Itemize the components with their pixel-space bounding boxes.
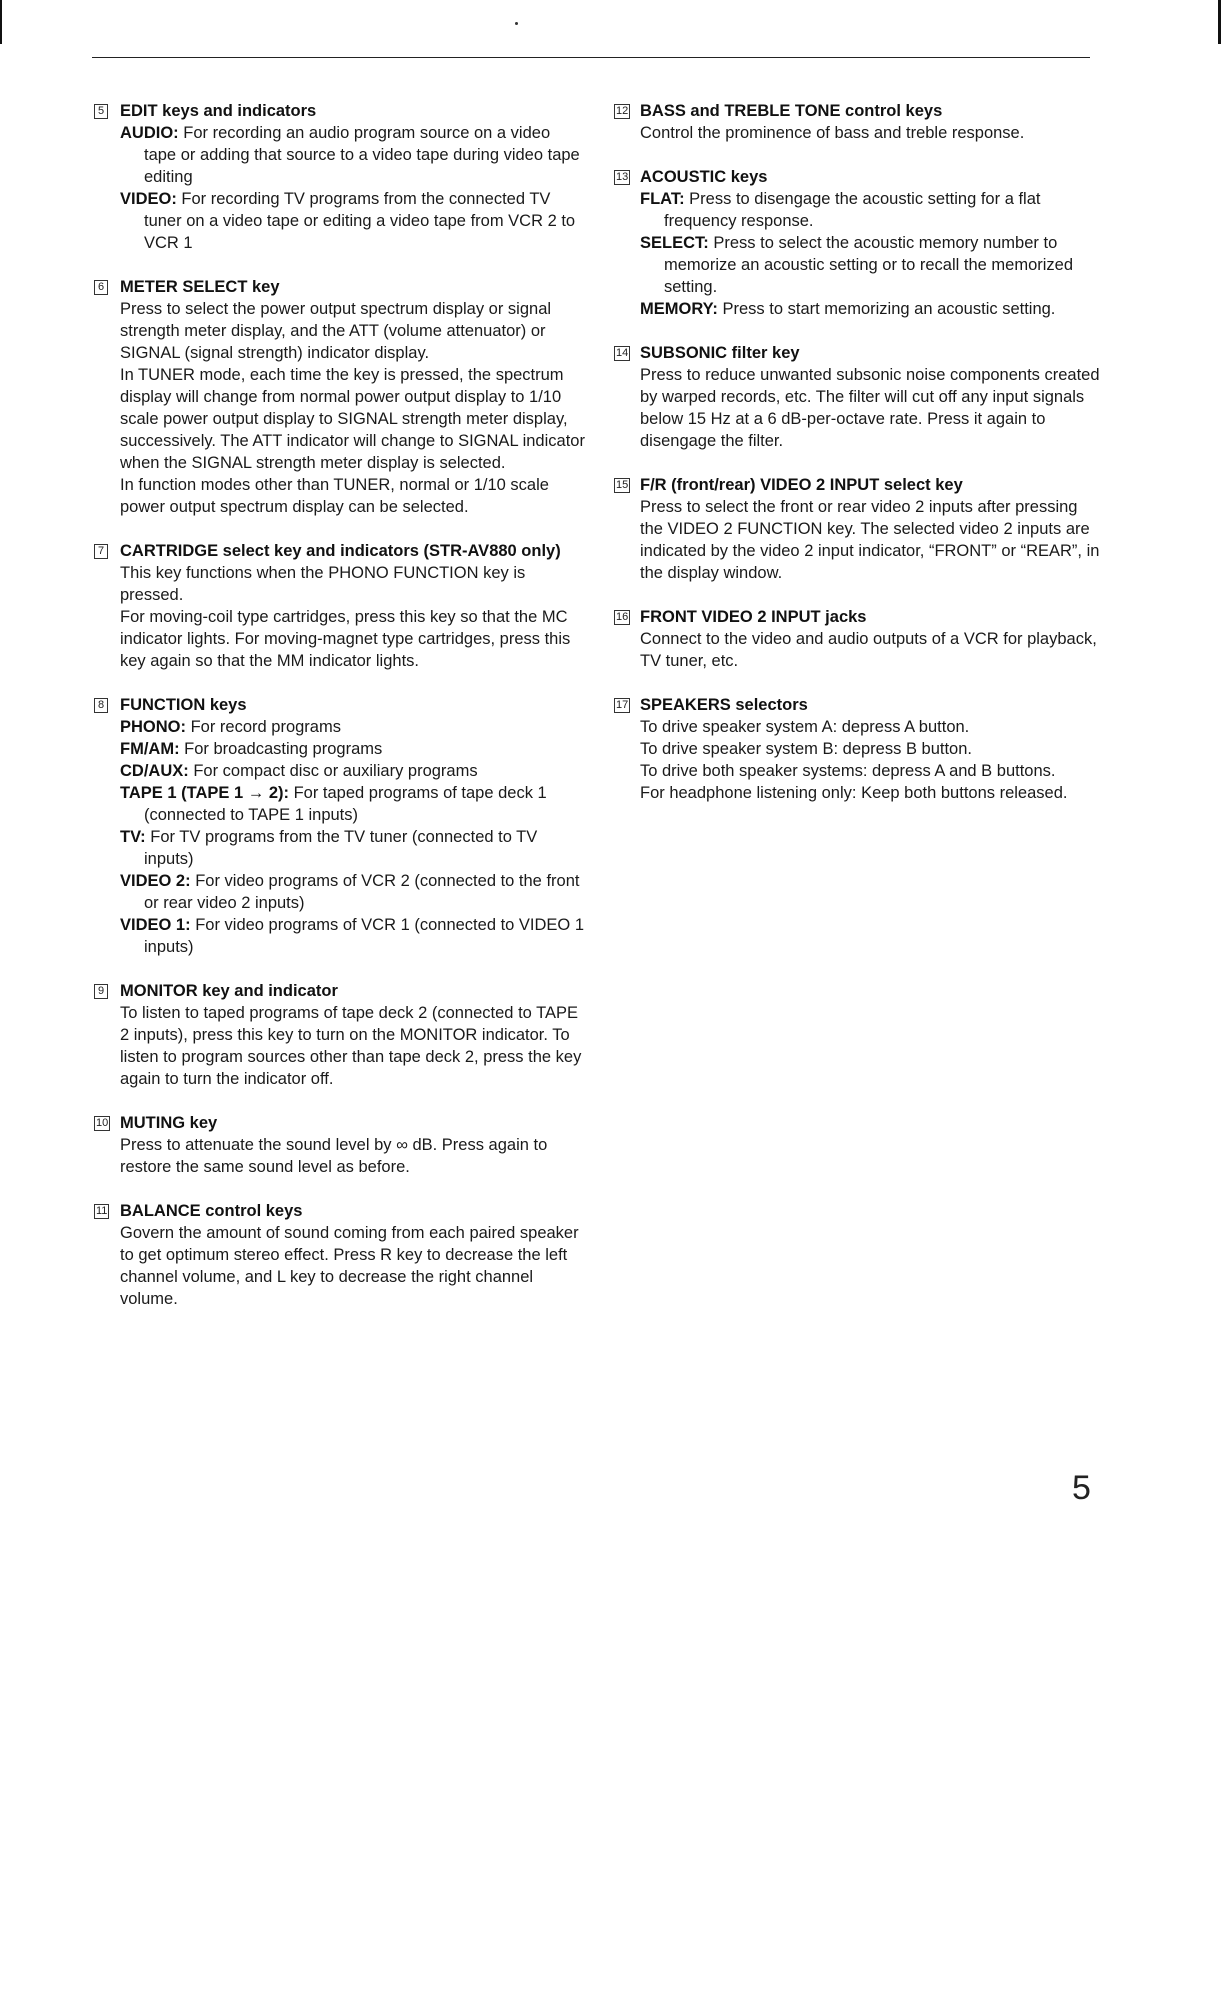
definition-item: [120, 826, 586, 870]
definition-item: [640, 298, 1100, 320]
section-11: [94, 1200, 586, 1310]
definition-text: Press to disengage the acoustic setting for a flat frequency response.: [664, 190, 1041, 230]
definition-text: For record programs: [186, 718, 341, 736]
page-number: 5: [1072, 1469, 1091, 1507]
section-7: [94, 540, 586, 672]
section-title: SPEAKERS selectors: [640, 696, 808, 714]
definition-item: [120, 782, 586, 826]
section-title: CARTRIDGE select key and indicators (STR-AV880 only): [120, 542, 561, 560]
section-paragraph: For moving-coil type cartridges, press this key so that the MC indicator lights. For moving-magnet type cartridges, press this key again so that the MM indicator lights.: [120, 608, 571, 670]
definition-label: VIDEO:: [120, 190, 177, 208]
section-paragraph: Press to select the front or rear video 2 inputs after pressing the VIDEO 2 FUNCTION key. The selected video 2 inputs are indicated by the video 2 input indicator, “FRONT” or “REAR”, in the display window.: [640, 498, 1100, 582]
section-number-badge: 6: [94, 280, 108, 295]
definition-text: Press to select the acoustic memory number to memorize an acoustic setting or to recall the memorized setting.: [664, 234, 1074, 296]
definition-text: For video programs of VCR 2 (connected to the front or rear video 2 inputs): [144, 872, 580, 912]
definition-item: [640, 782, 1100, 804]
section-number-badge: 12: [616, 105, 629, 117]
section-number-badge: 15: [616, 479, 629, 491]
section-number-badge: 11: [96, 1205, 108, 1217]
definition-text: For TV programs from the TV tuner (connected to TV inputs): [144, 828, 538, 868]
section-number-badge: 17: [616, 699, 629, 711]
definition-item: [640, 716, 1100, 738]
section-title: F/R (front/rear) VIDEO 2 INPUT select key: [640, 476, 963, 494]
right-column: [614, 100, 1100, 826]
definition-item: [120, 914, 586, 958]
section-paragraph: Press to select the power output spectrum display or signal strength meter display, and the ATT (volume attenuator) or SIGNAL (signal strength) indicator display.: [120, 300, 552, 362]
section-title: ACOUSTIC keys: [640, 168, 768, 186]
scan-speck: [515, 22, 518, 25]
section-number-badge: 8: [94, 698, 108, 713]
section-paragraph: In function modes other than TUNER, normal or 1/10 scale power output spectrum display can be selected.: [120, 476, 549, 516]
definition-text: For compact disc or auxiliary programs: [188, 762, 478, 780]
definition-label: CD/AUX:: [120, 762, 189, 780]
section-paragraph: In TUNER mode, each time the key is pressed, the spectrum display will change from normal power output display to 1/10 scale power output display to SIGNAL strength meter display, successively. The ATT indicator will change to SIGNAL indicator when the SIGNAL strength meter display is selected.: [120, 366, 585, 472]
section-5: [94, 100, 586, 254]
definition-item: [120, 738, 586, 760]
definition-label: TV:: [120, 828, 146, 846]
section-paragraph: Press to reduce unwanted subsonic noise components created by warped records, etc. The filter will cut off any input signals below 15 Hz at a 6 dB-per-octave rate. Press it again to disengage the filter.: [640, 366, 1100, 450]
section-15: [614, 474, 1100, 584]
definition-item: [120, 870, 586, 914]
definition-item: [640, 760, 1100, 782]
section-number-badge: 14: [616, 347, 629, 359]
section-9: [94, 980, 586, 1090]
section-title: MONITOR key and indicator: [120, 982, 338, 1000]
definition-label: PHONO:: [120, 718, 186, 736]
definition-text: To drive both speaker systems: depress A and B buttons.: [640, 762, 1056, 780]
section-title: FRONT VIDEO 2 INPUT jacks: [640, 608, 867, 626]
definition-text: To drive speaker system B: depress B button.: [640, 740, 972, 758]
section-paragraph: Control the prominence of bass and treble response.: [640, 124, 1025, 142]
definition-label: MEMORY:: [640, 300, 718, 318]
definition-item: [640, 188, 1100, 232]
definition-text: Press to start memorizing an acoustic setting.: [717, 300, 1056, 318]
definition-label: TAPE 1 (TAPE 1 → 2):: [120, 784, 289, 802]
definition-text: For recording an audio program source on a video tape or adding that source to a video tape during video tape editing: [144, 124, 580, 186]
section-13: [614, 166, 1100, 320]
section-paragraph: Press to attenuate the sound level by ∞ dB. Press again to restore the same sound level as before.: [120, 1136, 548, 1176]
definition-text: For recording TV programs from the connected TV tuner on a video tape or editing a video tape from VCR 2 to VCR 1: [144, 190, 576, 252]
page-edge-mark-right: [1218, 0, 1221, 44]
definition-item: [120, 760, 586, 782]
definition-item: [120, 122, 586, 188]
definition-item: [120, 716, 586, 738]
section-16: [614, 606, 1100, 672]
top-rule: [92, 57, 1090, 58]
section-14: [614, 342, 1100, 452]
section-paragraph: Govern the amount of sound coming from each paired speaker to get optimum stereo effect. Press R key to decrease the left channel volume, and L key to decrease the right channel volume.: [120, 1224, 579, 1308]
section-title: FUNCTION keys: [120, 696, 247, 714]
definition-text: To drive speaker system A: depress A button.: [640, 718, 970, 736]
section-8: [94, 694, 586, 958]
definition-item: [640, 232, 1100, 298]
page-edge-mark-left: [0, 0, 2, 44]
definition-item: [120, 188, 586, 254]
definition-label: FLAT:: [640, 190, 685, 208]
section-title: EDIT keys and indicators: [120, 102, 317, 120]
section-10: [94, 1112, 586, 1178]
definition-text: For taped programs of tape deck 1 (connected to TAPE 1 inputs): [144, 784, 547, 824]
definition-label: VIDEO 2:: [120, 872, 191, 890]
definition-text: For broadcasting programs: [179, 740, 383, 758]
section-title: BALANCE control keys: [120, 1202, 303, 1220]
section-title: SUBSONIC filter key: [640, 344, 800, 362]
left-column: [94, 100, 586, 1332]
section-paragraph: Connect to the video and audio outputs of a VCR for playback, TV tuner, etc.: [640, 630, 1097, 670]
section-12: [614, 100, 1100, 144]
definition-label: SELECT:: [640, 234, 709, 252]
section-number-badge: 9: [94, 984, 108, 999]
section-number-badge: 10: [96, 1117, 109, 1129]
section-17: [614, 694, 1100, 804]
section-number-badge: 13: [616, 171, 629, 183]
definition-item: [640, 738, 1100, 760]
definition-label: AUDIO:: [120, 124, 179, 142]
section-paragraph: To listen to taped programs of tape deck 2 (connected to TAPE 2 inputs), press this key to turn on the MONITOR indicator. To listen to program sources other than tape deck 2, press the key again to turn the indicator off.: [120, 1004, 582, 1088]
section-paragraph: This key functions when the PHONO FUNCTION key is pressed.: [120, 564, 526, 604]
section-title: MUTING key: [120, 1114, 218, 1132]
definition-label: FM/AM:: [120, 740, 180, 758]
definition-text: For headphone listening only: Keep both buttons released.: [640, 784, 1068, 802]
section-title: BASS and TREBLE TONE control keys: [640, 102, 943, 120]
definition-label: VIDEO 1:: [120, 916, 191, 934]
section-number-badge: 16: [616, 611, 629, 623]
section-number-badge: 5: [94, 104, 108, 119]
section-number-badge: 7: [94, 544, 108, 559]
definition-text: For video programs of VCR 1 (connected to VIDEO 1 inputs): [144, 916, 585, 956]
section-title: METER SELECT key: [120, 278, 280, 296]
section-6: [94, 276, 586, 518]
